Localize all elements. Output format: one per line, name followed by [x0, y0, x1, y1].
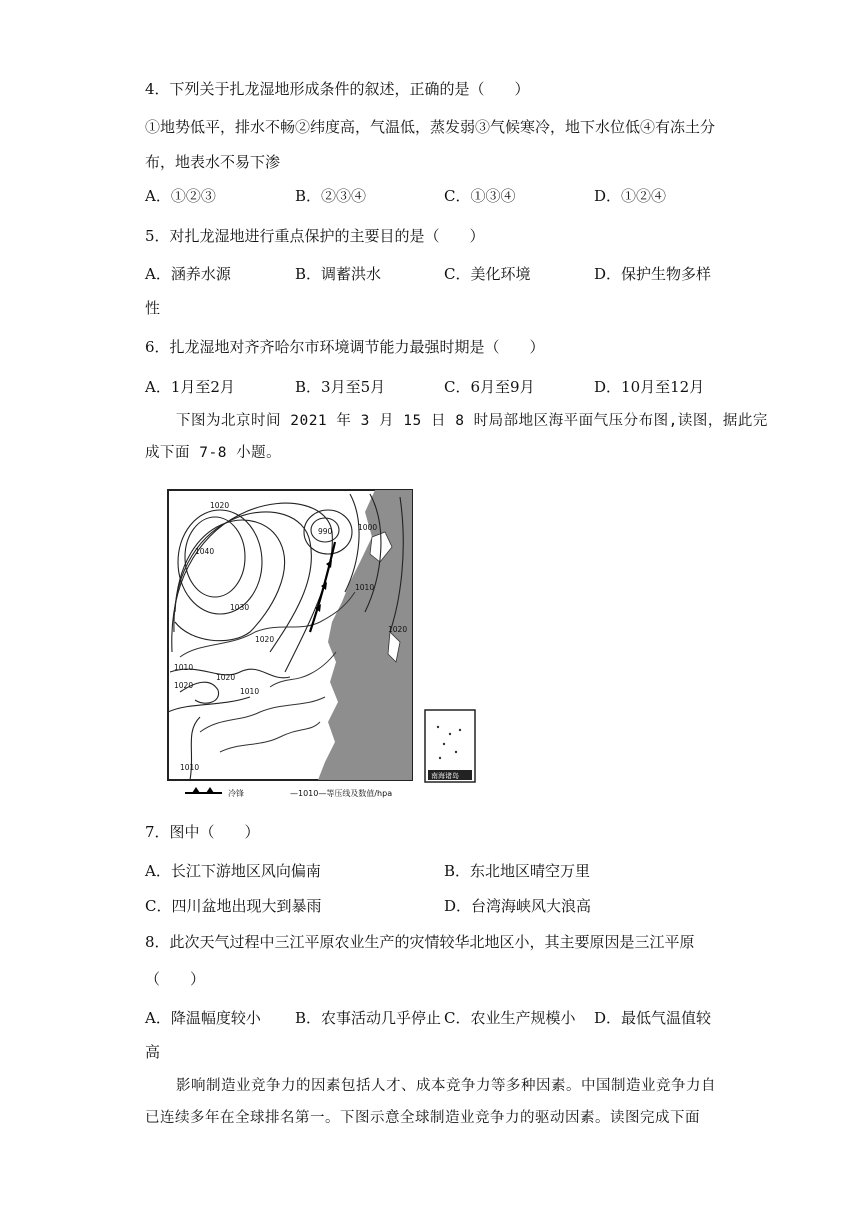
- intro-7-8-line1: 下图为北京时间 2021 年 3 月 15 日 8 时局部地区海平面气压分布图,读图，据此完: [176, 413, 768, 429]
- question-8-paren: （ ）: [145, 970, 206, 988]
- question-6-stem: 6．扎龙湿地对齐齐哈尔市环境调节能力最强时期是（ ）: [145, 338, 545, 356]
- q7-option-b: B．东北地区晴空万里: [444, 862, 591, 880]
- legend-front-label: 冷锋: [228, 789, 244, 798]
- q5-option-d-wrap: 性: [145, 299, 161, 317]
- q8-option-b: B．农事活动几乎停止: [295, 1009, 442, 1027]
- q7-option-d: D．台湾海峡风大浪高: [444, 897, 592, 915]
- question-7-stem: 7．图中（ ）: [145, 823, 260, 841]
- isobar-label: 1010: [355, 583, 375, 592]
- question-4-statements-line2: 布，地表水不易下渗: [145, 153, 281, 171]
- sea-level-pressure-map: [160, 482, 480, 802]
- question-8-stem: 8．此次天气过程中三江平原农业生产的灾情较华北地区小，其主要原因是三江平原: [145, 933, 695, 951]
- isobar-label: 1010: [240, 687, 260, 696]
- question-4-statements-line1: ①地势低平，排水不畅②纬度高，气温低，蒸发弱③气候寒冷，地下水位低④有冻土分: [145, 118, 716, 136]
- q8-option-a: A．降温幅度较小: [145, 1009, 261, 1027]
- isobar-label: 1030: [230, 603, 250, 612]
- q5-option-c: C．美化环境: [444, 265, 531, 283]
- q6-option-b: B．3月至5月: [295, 378, 386, 396]
- q4-option-a: A．①②③: [145, 187, 216, 205]
- inset-label: 南海诸岛: [431, 772, 459, 780]
- isobar-label: 1020: [216, 673, 236, 682]
- isobar-label: 990: [318, 527, 333, 536]
- legend-front-triangle: [192, 787, 200, 793]
- isobar-label: 1020: [388, 625, 408, 634]
- isobar-label: 1010: [180, 763, 200, 772]
- isobar-label: 1020: [174, 681, 194, 690]
- q4-option-d: D．①②④: [594, 187, 667, 205]
- intro-7-8-line2: 成下面 7-8 小题。: [145, 445, 282, 461]
- isobar-label: 1020: [255, 635, 275, 644]
- legend-isobar-label: —1010—等压线及数值/hpa: [290, 789, 393, 798]
- isobar-label: 1010: [174, 663, 194, 672]
- q5-option-d: D．保护生物多样: [594, 265, 712, 283]
- isobar-label: 1020: [210, 501, 230, 510]
- q8-option-c: C．农业生产规模小: [444, 1009, 576, 1027]
- legend-front-triangle: [206, 787, 214, 793]
- q5-option-a: A．涵养水源: [145, 265, 231, 283]
- q8-option-d-wrap: 高: [145, 1043, 161, 1061]
- q7-option-c: C．四川盆地出现大到暴雨: [145, 897, 322, 915]
- q4-option-c: C．①③④: [444, 187, 516, 205]
- isobar-label: 1040: [195, 547, 215, 556]
- isobar-label: 1000: [358, 523, 378, 532]
- intro-next-line1: 影响制造业竞争力的因素包括人才、成本竞争力等多种因素。中国制造业竞争力自: [176, 1078, 716, 1094]
- q6-option-d: D．10月至12月: [594, 378, 705, 396]
- question-5-stem: 5．对扎龙湿地进行重点保护的主要目的是（ ）: [145, 227, 485, 245]
- q6-option-c: C．6月至9月: [444, 378, 535, 396]
- q4-option-b: B．②③④: [295, 187, 367, 205]
- q8-option-d: D．最低气温值较: [594, 1009, 712, 1027]
- q5-option-b: B．调蓄洪水: [295, 265, 382, 283]
- intro-next-line2: 已连续多年在全球排名第一。下图示意全球制造业竞争力的驱动因素。读图完成下面: [145, 1110, 700, 1126]
- q6-option-a: A．1月至2月: [145, 378, 235, 396]
- question-4-stem: 4．下列关于扎龙湿地形成条件的叙述，正确的是（ ）: [145, 80, 530, 98]
- q7-option-a: A．长江下游地区风向偏南: [145, 862, 321, 880]
